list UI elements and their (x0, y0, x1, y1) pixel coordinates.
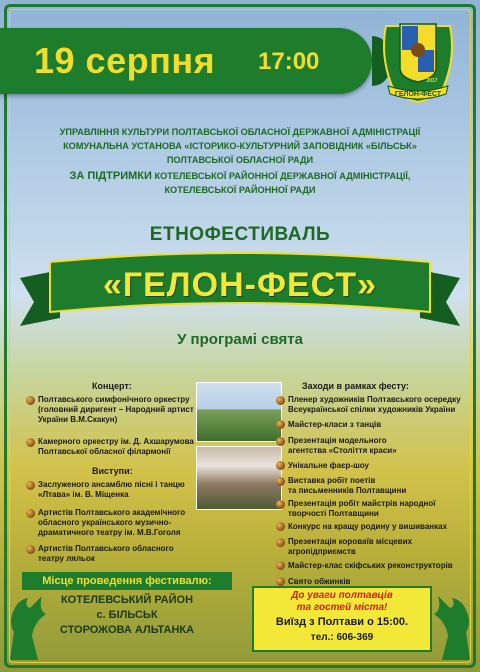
bullet-icon (276, 561, 285, 570)
notice-line-1: До уваги полтавців (291, 590, 393, 601)
bullet-icon (26, 396, 35, 405)
crest-year: 2017 (426, 78, 438, 84)
activity-item-8: Презентація короваїв місцевих агропідприємств (288, 537, 413, 556)
notice-phone: тел.: 606-369 (310, 632, 374, 643)
festival-crest-icon (378, 16, 458, 106)
bullet-icon (276, 577, 285, 586)
activity-item-9: Майстер-клас скіфських реконструкторів (288, 561, 453, 570)
organizer-support-line (10, 170, 470, 182)
support-rest: КОТЕЛЕВСЬКОЇ РАЙОННОЇ ДЕРЖАВНОЇ АДМІНІСТРАЦІЇ, (154, 171, 411, 181)
activity-item-4: Унікальне фаєр-шоу (288, 461, 369, 470)
bullet-icon (276, 461, 285, 470)
performers-photo (196, 446, 282, 510)
bullet-icon (276, 538, 285, 547)
left-gryphon-icon (4, 592, 50, 662)
organizer-line-1: УПРАВЛІННЯ КУЛЬТУРИ ПОЛТАВСЬКОЇ ОБЛАСНОЇ ДЕРЖАВНОЇ АДМІНІСТРАЦІЇ (59, 127, 421, 137)
notice-line-2: та гостей міста! (296, 602, 388, 613)
activity-item-10: Свято обжинків (288, 577, 351, 586)
activity-item-5: Виставка робіт поетів та письменників Полтавщини (288, 476, 407, 495)
support-lead: ЗА ПІДТРИМКИ (69, 170, 152, 182)
bullet-icon (26, 481, 35, 490)
activity-item-6: Презентація робіт майстрів народної творчості Полтавщини (288, 499, 436, 518)
concert-heading: Концерт: (92, 381, 132, 391)
activity-item-1: Пленер художників Полтавського осередку Всеукраїнської спілки художників України (288, 395, 461, 414)
crest-title: ГЕЛОН-ФЕСТ (394, 91, 442, 98)
bullet-icon (26, 509, 35, 518)
organizer-line-5: КОТЕЛЕВСЬКОЇ РАЙОННОЇ РАДИ (164, 185, 316, 195)
bullet-icon (26, 438, 35, 447)
activity-item-2: Майстер-класи з танців (288, 420, 382, 429)
festival-name: «ГЕЛОН-ФЕСТ» (102, 266, 378, 304)
concert-item-1: Полтавського симфонічного оркестру (головний диригент – Народний артист України В.М.Скакун) (38, 395, 194, 424)
bullet-icon (276, 477, 285, 486)
bullet-icon (276, 420, 285, 429)
performer-item-2: Артистів Полтавського академічного обласного українського музично- драматичного театру ім. М.В.Гоголя (38, 508, 186, 537)
performer-item-3: Артистів Полтавського обласного театру ляльок (38, 544, 174, 563)
bullet-icon (26, 545, 35, 554)
bullet-icon (276, 396, 285, 405)
performer-item-1: Заслуженого ансамблю пісні і танцю «Лтава» ім. В. Міщенка (38, 480, 185, 499)
program-title: У програмі свята (177, 331, 303, 348)
event-date: 19 серпня (34, 40, 216, 81)
concert-item-2: Камерного оркестру ім. Д. Ахшарумова Полтавської обласної філармонії (38, 437, 194, 456)
right-gryphon-icon (430, 592, 476, 662)
organizer-line-3: ПОЛТАВСЬКОЇ ОБЛАСНОЇ РАДИ (166, 155, 314, 165)
activity-item-3: Презентація модельного агентства «Століття краси» (288, 436, 397, 455)
venue-line-3: СТОРОЖОВА АЛЬТАНКА (59, 624, 195, 636)
activity-item-7: Конкурс на кращу родину у вишиванках (288, 522, 448, 531)
bullet-icon (276, 522, 285, 531)
organizer-line-2: КОМУНАЛЬНА УСТАНОВА «ІСТОРИКО-КУЛЬТУРНИЙ ЗАПОВІДНИК «БІЛЬСЬК» (63, 141, 417, 151)
bullet-icon (276, 437, 285, 446)
bullet-icon (276, 500, 285, 509)
activities-heading: Заходи в рамках фесту: (302, 381, 409, 391)
notice-line-3: Виїзд з Полтави о 15:00. (275, 616, 409, 628)
venue-line-1: КОТЕЛЕВСЬКИЙ РАЙОН (60, 594, 194, 606)
venue-line-2: с. БІЛЬСЬК (96, 609, 158, 621)
event-time: 17:00 (258, 48, 320, 75)
performers-heading: Виступи: (92, 466, 133, 476)
concert-photo (196, 382, 282, 442)
venue-label: Місце проведення фестивалю: (22, 572, 232, 590)
festival-kind: ЕТНОФЕСТИВАЛЬ (149, 224, 331, 245)
